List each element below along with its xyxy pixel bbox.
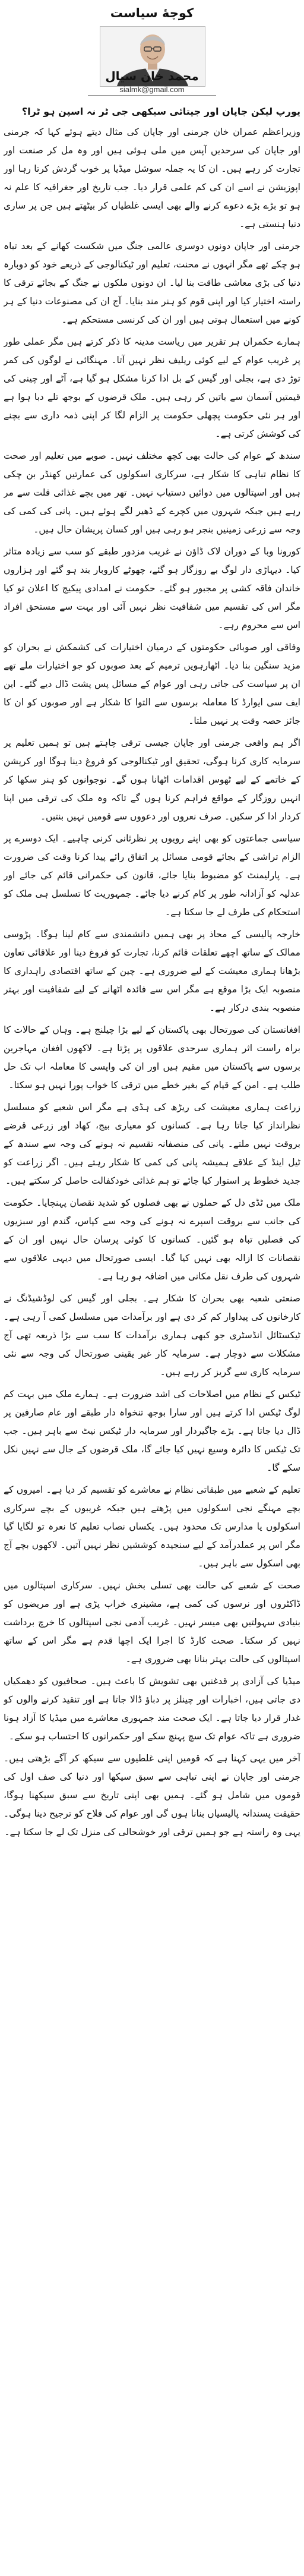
article-paragraph: سندھ کے عوام کی حالت بھی کچھ مختلف نہیں۔ صوبے میں تعلیم اور صحت کا نظام تباہی کا شکار ہے، سرکاری اسکولوں کی عمارتیں کھنڈر بن چکی ہیں اور اسپتالوں میں دوائیں دستیاب نہیں۔ تھر میں بچے غذائی قلت سے مر رہے ہیں جبکہ شہروں میں کچرے کے ڈھیر لگے ہوئے ہیں۔ پانی کی کمی کی وجہ سے زرعی زمینیں بنجر ہو رہی ہیں اور کسان پریشان حال ہیں۔ [4, 450, 300, 535]
article-paragraph: اگر ہم واقعی جرمنی اور جاپان جیسی ترقی چاہتے ہیں تو ہمیں تعلیم پر سرمایہ کاری کرنا ہوگی، تحقیق اور ٹیکنالوجی کو فروغ دینا ہوگا اور کرپشن کے خاتمے کے لیے ٹھوس اقدامات اٹھانا ہوں گے۔ نوجوانوں کو ہنر سکھا کر انہیں روزگار کے مواقع فراہم کرنا ہوں گے تاکہ وہ ملک کی ترقی میں اپنا کردار ادا کر سکیں۔ صرف نعروں اور دعووں سے قومیں نہیں بنتیں۔ [4, 737, 300, 822]
article-headline: یورپ لیکن جاپان اور جیتائی سیکھی جی ٹر نہ اسپن ہو ٹرا؟ [21, 106, 300, 117]
article-paragraph: تعلیم کے شعبے میں طبقاتی نظام نے معاشرے کو تقسیم کر دیا ہے۔ امیروں کے بچے مہنگے نجی اسکولوں میں پڑھتے ہیں جبکہ غریبوں کے بچے سرکاری اسکولوں یا مدارس تک محدود ہیں۔ یکساں نصاب تعلیم کا نعرہ تو لگایا گیا مگر اس پر عملدرآمد کے لیے سنجیدہ کوششیں نظر نہیں آتیں۔ لاکھوں بچے آج بھی اسکول سے باہر ہیں۔ [4, 1484, 300, 1569]
article-paragraph: وزیراعظم عمران خان جرمنی اور جاپان کی مثال دیتے ہوئے کہا کہ جرمنی اور جاپان کی سرحدیں آپس میں ملی ہوئی ہیں اور وہ مل کر صنعت اور تجارت کر رہے ہیں۔ ان کا یہ جملہ سوشل میڈیا پر خوب گردش کرتا رہا اور اپوزیشن نے اسے ان کی کم علمی قرار دیا۔ جب تاریخ اور جغرافیہ کا علم نہ ہو تو بڑے بڑے دعوے کرنے والے بھی ایسی غلطیاں کر بیٹھتے ہیں جن پر ساری دنیا ہنستی ہے۔ [4, 127, 300, 229]
article-paragraph: میڈیا کی آزادی پر قدغنیں بھی تشویش کا باعث ہیں۔ صحافیوں کو دھمکیاں دی جاتی ہیں، اخبارات اور چینلز پر دباؤ ڈالا جاتا ہے اور تنقید کرنے والوں کو غدار قرار دیا جاتا ہے۔ ایک صحت مند جمہوری معاشرے میں میڈیا کا آزاد ہونا ضروری ہے تاکہ عوام تک سچ پہنچ سکے اور حکمرانوں کا احتساب ہو سکے۔ [4, 1676, 300, 1742]
author-name: محمد خان سیال [105, 69, 199, 83]
article-paragraph: ٹیکس کے نظام میں اصلاحات کی اشد ضرورت ہے۔ ہمارے ملک میں بہت کم لوگ ٹیکس ادا کرتے ہیں اور سارا بوجھ تنخواہ دار طبقے اور عام صارفین پر ڈال دیا جاتا ہے۔ بڑے جاگیردار اور سرمایہ دار ٹیکس نیٹ سے باہر ہیں۔ جب تک ٹیکس کا دائرہ وسیع نہیں کیا جائے گا، ملک قرضوں کے جال سے نہیں نکل سکے گا۔ [4, 1389, 300, 1473]
article-paragraph: خارجہ پالیسی کے محاذ پر بھی ہمیں دانشمندی سے کام لینا ہوگا۔ پڑوسی ممالک کے ساتھ اچھے تعلقات قائم کرنا، تجارت کو فروغ دینا اور علاقائی تعاون بڑھانا ہماری معیشت کے لیے ضروری ہے۔ چین کے ساتھ اقتصادی راہداری کا منصوبہ ایک بڑا موقع ہے مگر اس سے فائدہ اٹھانے کے لیے شفافیت اور بہتر منصوبہ بندی درکار ہے۔ [4, 929, 300, 1013]
article-paragraph: وفاقی اور صوبائی حکومتوں کے درمیان اختیارات کی کشمکش نے بحران کو مزید سنگین بنا دیا۔ اٹھارہویں ترمیم کے بعد صوبوں کو جو اختیارات ملے تھے ان پر سیاست کی جاتی رہی اور عوام کے مسائل پس پشت ڈال دیے گئے۔ این ایف سی ایوارڈ کا معاملہ برسوں سے التوا کا شکار ہے اور صوبوں کو ان کا جائز حصہ وقت پر نہیں ملتا۔ [4, 642, 300, 726]
column-header [0, 0, 304, 95]
article-paragraph: آخر میں یہی کہنا ہے کہ قومیں اپنی غلطیوں سے سیکھ کر آگے بڑھتی ہیں۔ جرمنی اور جاپان نے اپنی تباہی سے سبق سیکھا اور دنیا کی صف اول کی قوموں میں شامل ہو گئے۔ ہمیں بھی اپنی تاریخ سے سبق سیکھنا ہوگا، حقیقت پسندانہ پالیسیاں بنانا ہوں گی اور عوام کی فلاح کو ترجیح دینا ہوگی۔ یہی وہ راستہ ہے جو ہمیں ترقی اور خوشحالی کی منزل تک لے جا سکتا ہے۔ [4, 1753, 300, 1837]
article-paragraph: ملک میں ٹڈی دل کے حملوں نے بھی فصلوں کو شدید نقصان پہنچایا۔ حکومت کی جانب سے بروقت اسپرے نہ ہونے کی وجہ سے کپاس، گندم اور سبزیوں کی فصلیں تباہ ہو گئیں۔ کسانوں کا کوئی پرسان حال نہیں اور ان کے نقصانات کا ازالہ بھی نہیں کیا گیا۔ ایسی صورتحال میں دیہی علاقوں سے شہروں کی طرف نقل مکانی میں اضافہ ہو رہا ہے۔ [4, 1197, 300, 1282]
header-divider [88, 95, 216, 96]
article-paragraph: کورونا وبا کے دوران لاک ڈاؤن نے غریب مزدور طبقے کو سب سے زیادہ متاثر کیا۔ دیہاڑی دار لوگ بے روزگار ہو گئے، چھوٹے کاروبار بند ہو گئے اور ہزاروں خاندان فاقہ کشی پر مجبور ہو گئے۔ حکومت نے امدادی پیکیج کا اعلان تو کیا مگر اس کی تقسیم میں شفافیت نظر نہیں آئی اور بہت سے مستحق افراد اس سے محروم رہے۔ [4, 546, 300, 630]
article-body [4, 102, 300, 2568]
article-paragraph: صنعتی شعبہ بھی بحران کا شکار ہے۔ بجلی اور گیس کی لوڈشیڈنگ نے کارخانوں کی پیداوار کم کر دی ہے اور برآمدات میں مسلسل کمی آ رہی ہے۔ ٹیکسٹائل انڈسٹری جو کبھی ہماری برآمدات کا سب سے بڑا ذریعہ تھی آج مشکلات سے دوچار ہے۔ سرمایہ کار غیر یقینی صورتحال کی وجہ سے نئی سرمایہ کاری سے گریز کر رہے ہیں۔ [4, 1293, 300, 1377]
article-paragraph: سیاسی جماعتوں کو بھی اپنے رویوں پر نظرثانی کرنی چاہیے۔ ایک دوسرے پر الزام تراشی کے بجائے قومی مسائل پر اتفاق رائے پیدا کرنا وقت کی ضرورت ہے۔ پارلیمنٹ کو مضبوط بنایا جائے، قانون کی حکمرانی قائم کی جائے اور عدلیہ کو آزادانہ طور پر کام کرنے دیا جائے۔ جمہوریت کا تسلسل ہی ملک کو استحکام کی طرف لے جا سکتا ہے۔ [4, 833, 300, 917]
author-email: sialmk@gmail.com [119, 85, 185, 94]
article-paragraph: جرمنی اور جاپان دونوں دوسری عالمی جنگ میں شکست کھانے کے بعد تباہ ہو چکے تھے مگر انہوں نے محنت، تعلیم اور ٹیکنالوجی کے ذریعے خود کو دوبارہ دنیا کی بڑی معاشی طاقت بنا لیا۔ ان دونوں ملکوں نے جنگ کے بجائے ترقی کا راستہ اختیار کیا اور اپنی قوم کو ہنر مند بنایا۔ آج ان کی مصنوعات دنیا کے ہر کونے میں استعمال ہوتی ہیں اور ان کی کرنسی مستحکم ہے۔ [4, 241, 300, 325]
article-paragraph: ہمارے حکمران ہر تقریر میں ریاست مدینہ کا ذکر کرتے ہیں مگر عملی طور پر غریب عوام کے لیے کوئی ریلیف نظر نہیں آتا۔ مہنگائی نے لوگوں کی کمر توڑ دی ہے، بجلی اور گیس کے بل ادا کرنا مشکل ہو گیا ہے، آٹے اور چینی کی قیمتیں آسمان سے باتیں کر رہی ہیں۔ ملک قرضوں کے بوجھ تلے دبا ہوا ہے اور ہر نئی حکومت پچھلی حکومت پر الزام لگا کر اپنی ذمہ داری سے بچنے کی کوشش کرتی ہے۔ [4, 336, 300, 439]
article-paragraph: زراعت ہماری معیشت کی ریڑھ کی ہڈی ہے مگر اس شعبے کو مسلسل نظرانداز کیا جاتا رہا ہے۔ کسانوں کو معیاری بیج، کھاد اور زرعی قرضے بروقت نہیں ملتے۔ پانی کی منصفانہ تقسیم نہ ہونے کی وجہ سے سندھ کے ٹیل اینڈ کے علاقے ہمیشہ پانی کی کمی کا شکار رہتے ہیں۔ اگر زراعت کو جدید خطوط پر استوار کیا جائے تو ہم غذائی خودکفالت حاصل کر سکتے ہیں۔ [4, 1102, 300, 1186]
article-paragraph: صحت کے شعبے کی حالت بھی تسلی بخش نہیں۔ سرکاری اسپتالوں میں ڈاکٹروں اور نرسوں کی کمی ہے، مشینری خراب پڑی ہے اور مریضوں کو بنیادی سہولتیں بھی میسر نہیں۔ غریب آدمی نجی اسپتالوں کا خرچ برداشت نہیں کر سکتا۔ صحت کارڈ کا اجرا ایک اچھا قدم ہے مگر اس کے ساتھ اسپتالوں کی حالت بہتر بنانا بھی ضروری ہے۔ [4, 1580, 300, 1664]
article-paragraph: افغانستان کی صورتحال بھی پاکستان کے لیے بڑا چیلنج ہے۔ وہاں کے حالات کا براہ راست اثر ہماری سرحدی علاقوں پر پڑتا ہے۔ لاکھوں افغان مہاجرین برسوں سے پاکستان میں مقیم ہیں اور ان کی واپسی کا معاملہ اب تک حل طلب ہے۔ امن کے قیام کے بغیر خطے میں ترقی کا خواب پورا نہیں ہو سکتا۔ [4, 1024, 300, 1090]
column-title: کوچۀ سیاست [110, 6, 194, 20]
